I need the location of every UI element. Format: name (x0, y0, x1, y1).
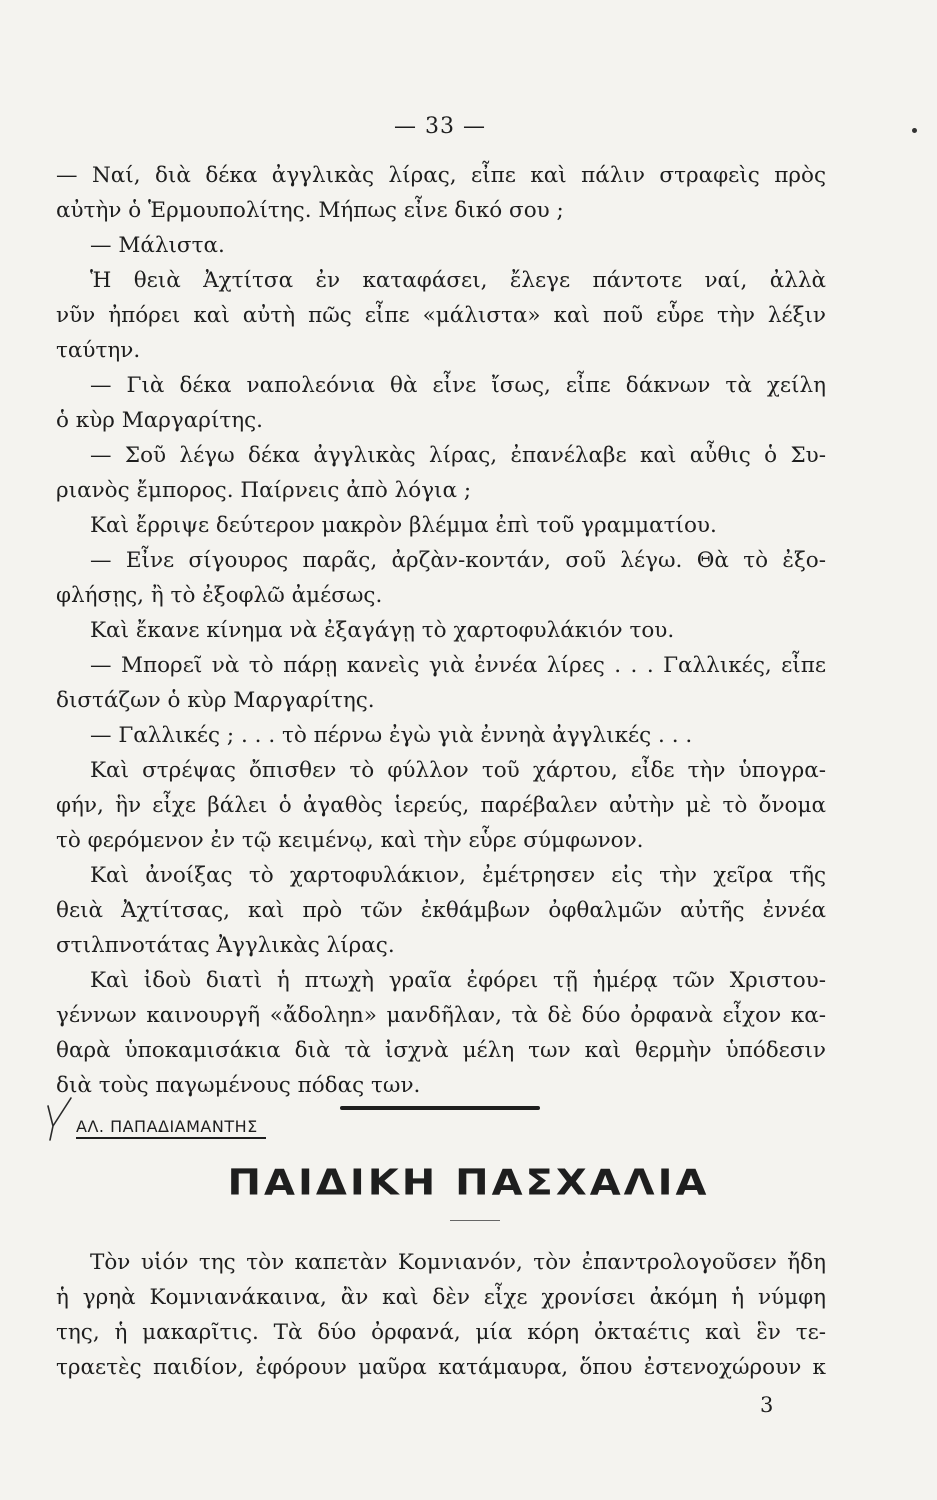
text-line: νῦν ἠπόρει καὶ αὐτὴ πῶς εἶπε «μάλιστα» καὶ ποῦ εὗρε τὴν λέξιν (56, 303, 826, 328)
page-number: — 33 — (394, 114, 486, 139)
text-line: — Ναί, διὰ δέκα ἀγγλικὰς λίρας, εἶπε καὶ πάλιν στραφεὶς πρὸς (56, 163, 826, 188)
text-line: — Εἶνε σίγουρος παρᾶς, ἀρζὰν-κοντάν, σοῦ λέγω. Θὰ τὸ ἐξο- (90, 548, 826, 573)
text-line: ταύτην. (56, 338, 141, 363)
text-line: Καὶ ἰδοὺ διατὶ ἡ πτωχὴ γραῖα ἐφόρει τῇ ἡμέρᾳ τῶν Χριστου- (90, 968, 826, 993)
text-line: θειὰ Ἀχτίτσας, καὶ πρὸ τῶν ἐκθάμβων ὀφθαλμῶν αὐτῆς ἐννέα (56, 898, 826, 923)
text-line: Καὶ ἀνοίξας τὸ χαρτοφυλάκιον, ἐμέτρησεν εἰς τὴν χεῖρα τῆς (90, 863, 826, 888)
text-line: Ἡ θειὰ Ἀχτίτσα ἐν καταφάσει, ἔλεγε πάντοτε ναί, ἀλλὰ (90, 268, 826, 293)
text-line: Καὶ ἔκανε κίνημα νὰ ἐξαγάγῃ τὸ χαρτοφυλάκιόν του. (90, 618, 675, 643)
text-line: ὁ κὺρ Μαργαρίτης. (56, 408, 264, 433)
text-line: Καὶ στρέψας ὄπισθεν τὸ φύλλον τοῦ χάρτου, εἶδε τὴν ὑπογρα- (90, 758, 826, 783)
text-line: τραετὲς παιδίον, ἐφόρουν μαῦρα κατάμαυρα, ὅπου ἐστενοχώρουν κ (56, 1355, 826, 1380)
text-line: τὸ φερόμενον ἐν τῷ κειμένῳ, καὶ τὴν εὗρε σύμφωνον. (56, 828, 644, 853)
title-underline (450, 1220, 500, 1221)
text-line: Καὶ ἔρριψε δεύτερον μακρὸν βλέμμα ἐπὶ τοῦ γραμματίου. (90, 513, 717, 538)
text-line: ἡ γρηὰ Κομνιανάκαινα, ἂν καὶ δὲν εἶχε χρονίσει ἀκόμη ἡ νύμφη (56, 1285, 826, 1310)
text-line: στιλπνοτάτας Ἀγγλικὰς λίρας. (56, 933, 395, 958)
separator-rule (340, 1106, 540, 1110)
text-line: θαρὰ ὑποκαμισάκια διὰ τὰ ἰσχνὰ μέλη των καὶ θερμὴν ὑπόδεσιν (56, 1038, 826, 1063)
section-title: ΠΑΙΔΙΚΗ ΠΑΣΧΑΛΙΑ (227, 1162, 710, 1204)
text-line: διὰ τοὺς παγωμένους πόδας των. (56, 1073, 421, 1098)
signature-mark: 3 (760, 1393, 774, 1417)
text-line: — Μπορεῖ νὰ τὸ πάρῃ κανεὶς γιὰ ἐννέα λίρες . . . Γαλλικές, εἶπε (90, 653, 826, 678)
text-line: γέννων καινουργῆ «ἄδοληn» μανδῆλαν, τὰ δὲ δύο ὀρφανὰ εἶχον κα- (56, 1003, 826, 1028)
text-line: φλήσῃς, ἢ τὸ ἐξοφλῶ ἀμέσως. (56, 583, 383, 608)
text-line: ριανὸς ἔμπορος. Παίρνεις ἀπὸ λόγια ; (56, 478, 472, 503)
text-line: αὐτὴν ὁ Ἑρμουπολίτης. Μήπως εἶνε δικό σου ; (56, 198, 564, 223)
story-ending-text (56, 158, 826, 1103)
author-signature: ΑΛ. ΠΑΠΑΔΙΑΜΑΝΤΗΣ (76, 1117, 266, 1139)
text-line: διστάζων ὁ κὺρ Μαργαρίτης. (56, 688, 375, 713)
text-line: — Γιὰ δέκα ναπολεόνια θὰ εἶνε ἴσως, εἶπε δάκνων τὰ χείλη (90, 373, 826, 398)
text-line: φήν, ἣν εἶχε βάλει ὁ ἀγαθὸς ἱερεύς, παρέβαλεν αὐτὴν μὲ τὸ ὄνομα (56, 793, 826, 818)
text-line: — Σοῦ λέγω δέκα ἀγγλικὰς λίρας, ἐπανέλαβε καὶ αὖθις ὁ Συ- (90, 443, 826, 468)
text-line: Τὸν υἱόν της τὸν καπετὰν Κομνιανόν, τὸν ἐπαντρολογοῦσεν ἤδη (90, 1250, 826, 1275)
text-line: της, ἡ μακαρῖτις. Τὰ δύο ὀρφανά, μία κόρη ὀκταέτις καὶ ἓν τε- (56, 1320, 826, 1345)
new-story-text (56, 1245, 826, 1385)
text-line: — Μάλιστα. (90, 233, 225, 258)
margin-dot (912, 128, 917, 133)
text-line: — Γαλλικές ; . . . τὸ πέρνω ἐγὼ γιὰ ἐννηὰ ἀγγλικές . . . (90, 723, 693, 748)
pen-mark-icon (45, 1096, 75, 1142)
